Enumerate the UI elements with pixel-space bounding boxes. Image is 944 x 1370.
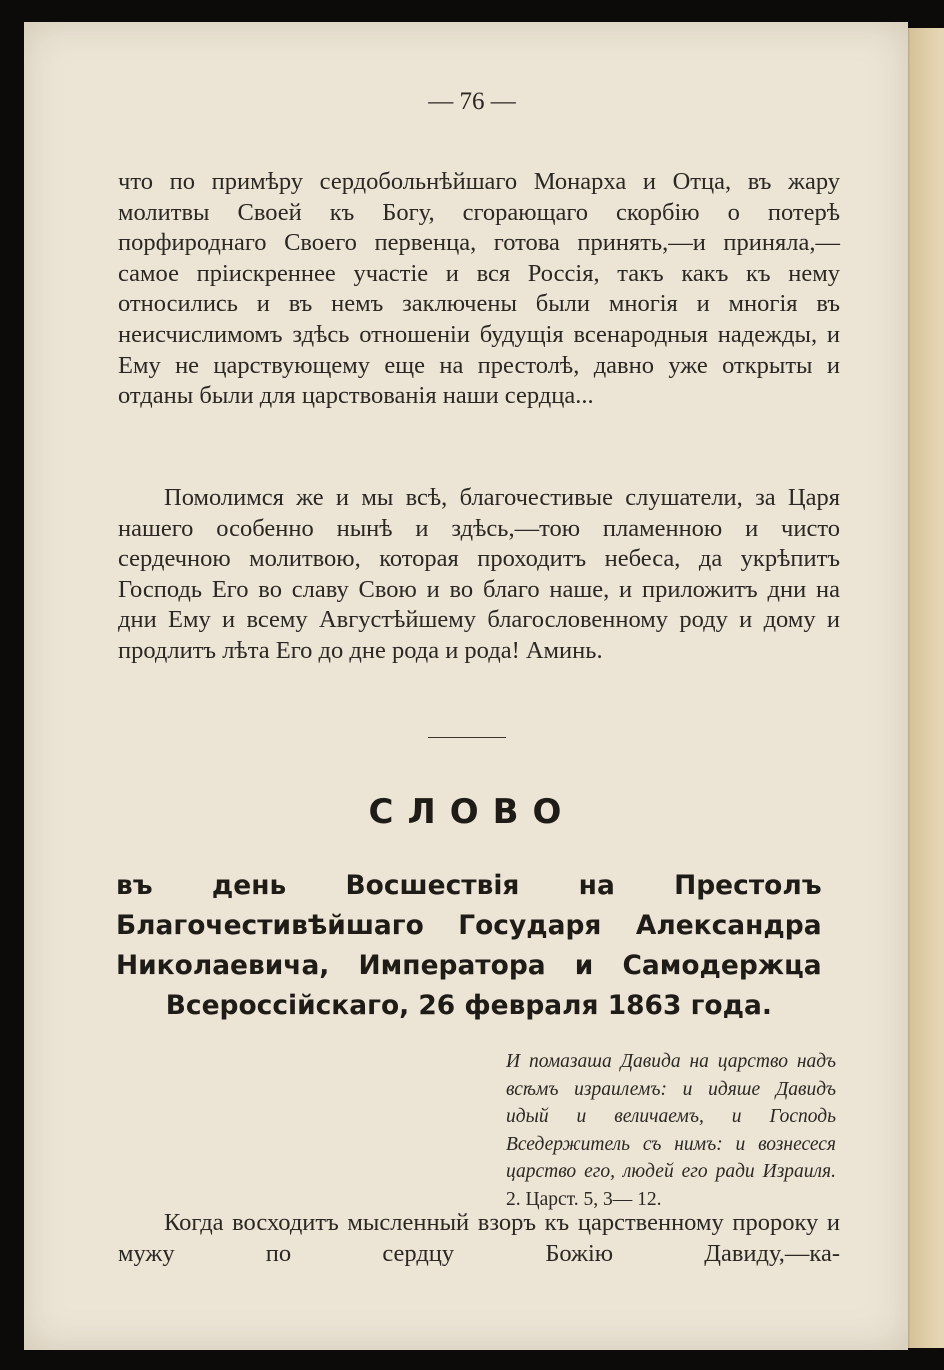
sermon-title: СЛОВО — [368, 792, 576, 832]
paragraph-continued: что по примѣру сердобольнѣйшаго Монарха и Отца, въ жару молитвы Своей къ Богу, сгорающаго скорбію о потерѣ порфироднаго Своего первенца, готова принять,—и приняла,—самое пріискреннее участіе и вся Россія, такъ какъ къ нему относились и въ немъ заключены были многія и многія въ неисчислимомъ здѣсь отношеніи будущія всенародныя надежды, и Ему не царствующему еще на престолѣ, давно уже открыты и отданы были для царствованія наши сердца... — [118, 168, 840, 410]
epigraph-reference: 2. Царст. 5, 3— 12. — [506, 1188, 662, 1210]
page-number: — 76 — — [428, 88, 516, 115]
paragraph-sermon-start: Когда восходитъ мысленный взоръ къ царственному пророку и мужу по сердцу Божію Давиду,—ка- — [118, 1209, 840, 1267]
paragraph-prayer: Помолимся же и мы всѣ, благочестивые слушатели, за Царя нашего особенно нынѣ и здѣсь,—тою пламенною и чисто сердечною молитвою, которая проходитъ небеса, да укрѣпитъ Господь Его во славу Свою и во благо наше, и приложитъ дни на дни Ему и всему Августѣйшему благословенному роду и дому и продлитъ лѣта Его до дне рода и рода! Аминь. — [118, 484, 840, 664]
section-divider — [428, 737, 506, 738]
sermon-heading: въ день Восшествія на Престолъ Благочестивѣйшаго Государя Александра Николаевича, Императора и Самодержца Всероссійскаго, 26 февраля 1863 года. — [116, 870, 822, 1021]
epigraph — [506, 1048, 836, 1213]
epigraph-text: И помазаша Давида на царство надъ всѣмъ израилемъ: и идяше Давидъ идый и величаемъ, и Господь Вседержитель съ нимъ: и вознесеся царство его, людей его ради Израиля. — [506, 1051, 836, 1182]
